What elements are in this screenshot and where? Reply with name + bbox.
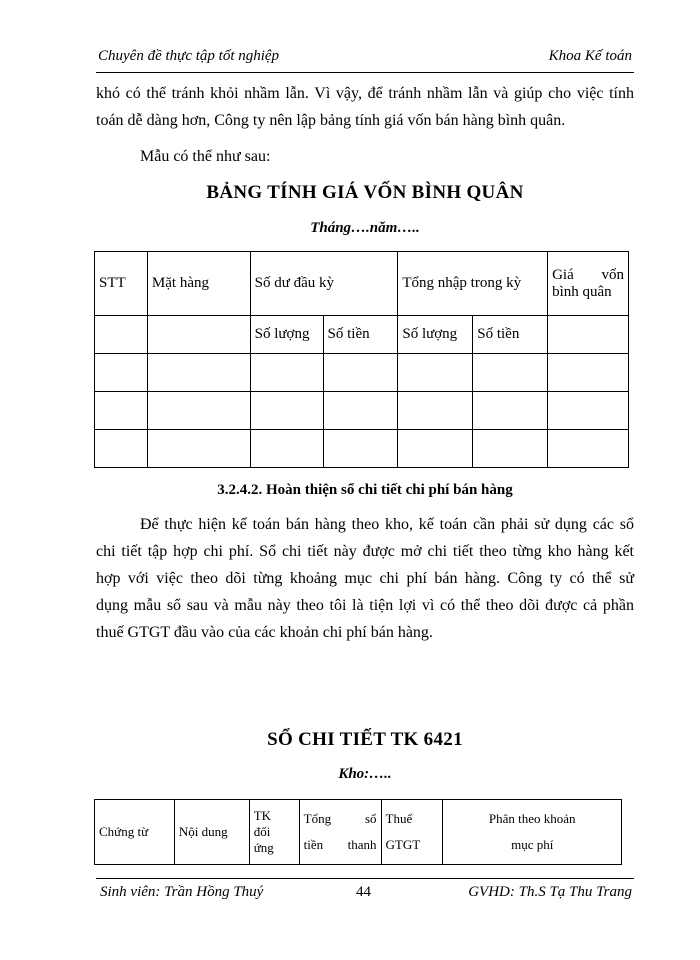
section-heading: 3.2.4.2. Hoàn thiện sổ chi tiết chi phí bán hàng xyxy=(217,482,513,498)
header-content: Nội dung xyxy=(174,800,249,865)
header-item: Mặt hàng xyxy=(147,252,250,316)
header-left: Chuyên đề thực tập tốt nghiệp xyxy=(98,48,280,64)
paragraph-line: khó có thể tránh khỏi nhầm lẫn. Vì vậy, để tránh nhầm lẫn và giúp cho việc tính xyxy=(96,85,634,102)
table-row xyxy=(95,354,629,392)
paragraph-line: dụng mẫu sổ sau và mẫu này theo tôi là tiện lợi vì có thể theo dõi được cả phần xyxy=(96,597,634,614)
subheader-quantity: Số lượng xyxy=(398,316,473,354)
average-cost-table xyxy=(94,251,629,468)
paragraph-line: Để thực hiện kế toán bán hàng theo kho, kế toán cần phải sử dụng các sổ xyxy=(140,516,634,533)
paragraph-line: toán dễ dàng hơn, Công ty nên lập bảng tính giá vốn bán hàng bình quân. xyxy=(96,112,566,129)
subheader-quantity: Số lượng xyxy=(250,316,323,354)
table1-subtitle: Tháng….năm….. xyxy=(310,220,420,236)
header-stt: STT xyxy=(95,252,148,316)
header-vat: Thuế GTGT xyxy=(381,800,443,865)
paragraph-line: thuế GTGT đầu vào của các khoản chi phí bán hàng. xyxy=(96,624,433,641)
paragraph-line: hợp với việc theo dõi từng khoảng mục chi phí bán hàng. Công ty có thể sử xyxy=(96,570,634,587)
header-total-inbound: Tổng nhập trong kỳ xyxy=(398,252,548,316)
footer-divider xyxy=(96,878,634,879)
table2-title: SỔ CHI TIẾT TK 6421 xyxy=(267,729,463,750)
header-voucher: Chứng từ xyxy=(95,800,175,865)
table-header-row xyxy=(95,252,629,316)
footer-advisor: GVHD: Th.S Tạ Thu Trang xyxy=(468,884,632,900)
body-paragraph xyxy=(96,511,634,646)
header-right: Khoa Kế toán xyxy=(548,48,632,64)
table-subheader-row xyxy=(95,316,629,354)
subheader-amount: Số tiền xyxy=(323,316,398,354)
header-opening-balance: Số dư đầu kỳ xyxy=(250,252,398,316)
header-cost-category: Phân theo khoản mục phí xyxy=(443,800,622,865)
page-header xyxy=(98,48,632,65)
table2-subtitle: Kho:….. xyxy=(338,766,392,782)
expense-detail-table xyxy=(94,799,622,865)
footer-student: Sinh viên: Trần Hồng Thuý xyxy=(100,884,264,900)
table1-title: BẢNG TÍNH GIÁ VỐN BÌNH QUÂN xyxy=(206,182,524,203)
table-row xyxy=(95,392,629,430)
page-number: 44 xyxy=(356,884,371,900)
table-header-row xyxy=(95,800,622,865)
header-divider xyxy=(96,72,634,73)
header-average-cost: Giá vốn bình quân xyxy=(548,252,629,316)
header-total-payment: Tổng số tiền thanh xyxy=(299,800,381,865)
subheader-amount: Số tiền xyxy=(473,316,548,354)
header-contra-account: TK đối ứng xyxy=(249,800,299,865)
table-row xyxy=(95,430,629,468)
sample-intro: Mẫu có thể như sau: xyxy=(140,148,271,165)
intro-paragraph xyxy=(96,80,634,134)
paragraph-line: chi tiết tập hợp chi phí. Sổ chi tiết này được mở chi tiết theo từng kho hàng kết xyxy=(96,543,634,560)
